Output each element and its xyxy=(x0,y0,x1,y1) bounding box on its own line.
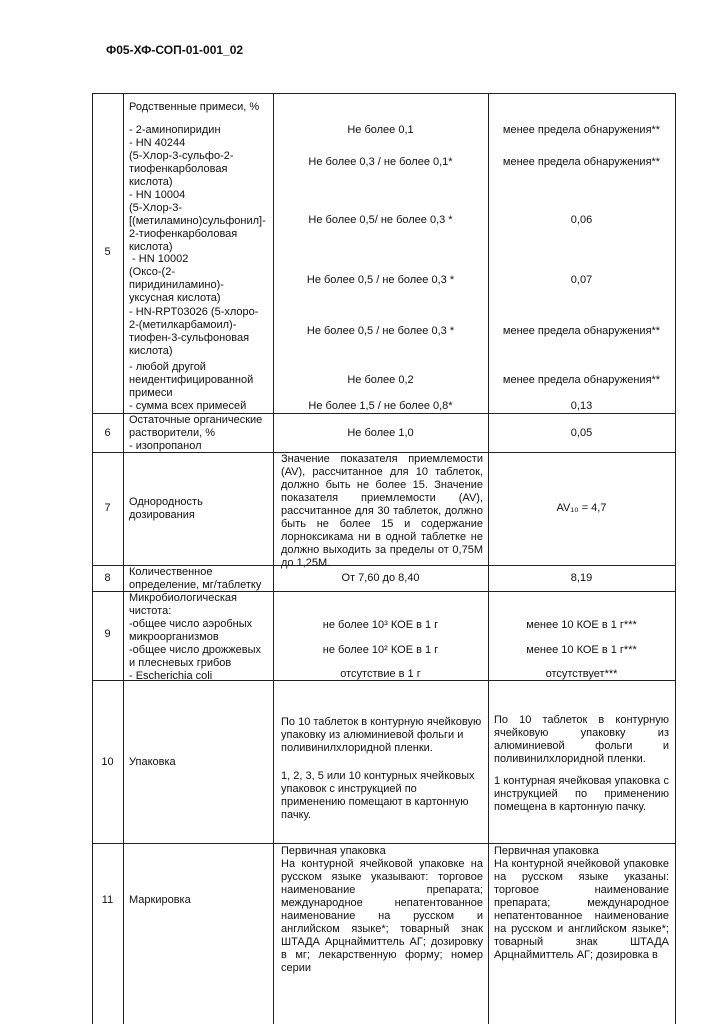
impurity-name: - 2-аминопиридин xyxy=(129,124,221,136)
row-result: 8,19 xyxy=(570,572,593,584)
impurity-name: - HN 40244 (5-Хлор-3-сульфо-2- тиофенкарболовая кислота) xyxy=(129,137,234,188)
impurity-result: менее предела обнаружения** xyxy=(502,325,661,337)
row-result-ecoli: отсутствует*** xyxy=(545,668,618,680)
row-number: 10 xyxy=(101,756,114,768)
row-spec-aerobic: не более 10³ КОЕ в 1 г xyxy=(322,619,439,631)
row-title: Родственные примеси, % xyxy=(129,101,260,113)
row-number: 8 xyxy=(104,572,111,584)
row-result-heading: Первичная упаковка xyxy=(494,845,599,857)
row-spec-heading: Первичная упаковка xyxy=(281,845,386,857)
impurity-spec: Не более 0,2 xyxy=(347,374,414,386)
row-title: Однородность дозирования xyxy=(129,496,203,521)
impurity-name: - HN 10004 (5-Хлор-3- [(метиламино)сульфонил]- 2-тиофенкарболовая кислота) xyxy=(129,189,266,253)
row-number: 9 xyxy=(104,628,111,640)
row-spec-carton: 1, 2, 3, 5 или 10 контурных ячейковых упаковок с инструкцией по применению помещают в картонную пачку. xyxy=(281,770,475,821)
row-result-blister: По 10 таблеток в контурную ячейковую упаковку из алюминиевой фольги и поливинилхлоридной пленки. xyxy=(494,714,669,765)
impurity-result: 0,07 xyxy=(570,274,593,286)
row-spec: Не более 1,0 xyxy=(347,427,414,439)
impurity-result: менее предела обнаружения** xyxy=(502,156,661,168)
row-result: 0,05 xyxy=(570,427,593,439)
impurity-spec: Не более 0,5/ не более 0,3 * xyxy=(308,214,453,226)
row-number: 7 xyxy=(104,502,111,514)
document-code: Ф05-ХФ-СОП-01-001_02 xyxy=(106,43,244,57)
impurity-result: менее предела обнаружения** xyxy=(502,374,661,386)
row-title: Упаковка xyxy=(129,756,176,768)
row-spec-yeast: не более 10² КОЕ в 1 г xyxy=(322,644,439,656)
row-spec: На контурной ячейковой упаковке на русском языке указывают: торговое наименование препарата; международное непатентованное наименование на русском и английском языке*; товарный знак ШТАДА Арцнаймиттель АГ; дозировку в мг; лекарственную форму; номер серии xyxy=(281,858,483,974)
row-number: 11 xyxy=(101,894,114,906)
row-spec: От 7,60 до 8,40 xyxy=(341,572,420,584)
impurity-spec: Не более 0,5 / не более 0,3 * xyxy=(306,325,455,337)
row-spec-ecoli: отсутствие в 1 г xyxy=(340,668,421,680)
row-title: Количественное определение, мг/таблетку xyxy=(129,566,262,591)
impurity-spec: Не более 0,3 / не более 0,1* xyxy=(308,156,453,168)
impurity-spec: Не более 0,5 / не более 0,3 * xyxy=(306,274,455,286)
impurity-spec: Не более 0,1 xyxy=(347,124,414,136)
row-title: Маркировка xyxy=(129,894,191,906)
impurity-name: - HN-RPT03026 (5-хлоро- 2-(метилкарбамоил)- тиофен-3-сульфоновая кислота) xyxy=(129,306,259,357)
row-result-carton: 1 контурная ячейковая упаковка с инструкцией по применению помещена в картонную пачку. xyxy=(494,775,669,813)
row-result-yeast: менее 10 КОЕ в 1 г*** xyxy=(526,644,637,656)
impurity-spec: Не более 1,5 / не более 0,8* xyxy=(308,400,453,412)
row-result-aerobic: менее 10 КОЕ в 1 г*** xyxy=(526,619,637,631)
impurity-result: 0,06 xyxy=(570,214,593,226)
impurity-name: - сумма всех примесей xyxy=(129,400,247,412)
row-number: 5 xyxy=(104,246,111,258)
row-title: Остаточные органические растворители, % - изопропанол xyxy=(129,414,263,452)
impurity-name: - HN 10002 (Оксо-(2- пиридиниламино)- уксусная кислота) xyxy=(129,253,224,304)
row-title: Микробиологическая чистота: -общее число аэробных микроорганизмов -общее число дрожжевых и плесневых грибов - Escherichia coli xyxy=(129,592,262,682)
row-spec: Значение показателя приемлемости (AV), рассчитанное для 10 таблеток, должно быть не более 15. Значение показателя приемлемости (AV), рассчитанное для 30 таблеток, должно быть не более 15 и содержание лорноксикама ни в одной таблетке не должно выходить за пределы от 0,75М до 1,25М. xyxy=(281,453,483,569)
row-result: AV₁₀ = 4,7 xyxy=(556,502,607,514)
row-number: 6 xyxy=(104,427,111,439)
impurity-result: 0,13 xyxy=(570,400,593,412)
impurity-name: - любой другой неидентифицированной примеси xyxy=(129,361,254,399)
row-spec-blister: По 10 таблеток в контурную ячейковую упаковку из алюминиевой фольги и поливинилхлоридной пленки. xyxy=(281,716,482,754)
row-result: На контурной ячейковой упаковке на русском языке указаны: торговое наименование препарата; международное непатентованное наименование на русском и английском языке*; товарный знак ШТАДА Арцнаймиттель АГ; дозировка в xyxy=(494,858,669,961)
impurity-result: менее предела обнаружения** xyxy=(502,124,661,136)
